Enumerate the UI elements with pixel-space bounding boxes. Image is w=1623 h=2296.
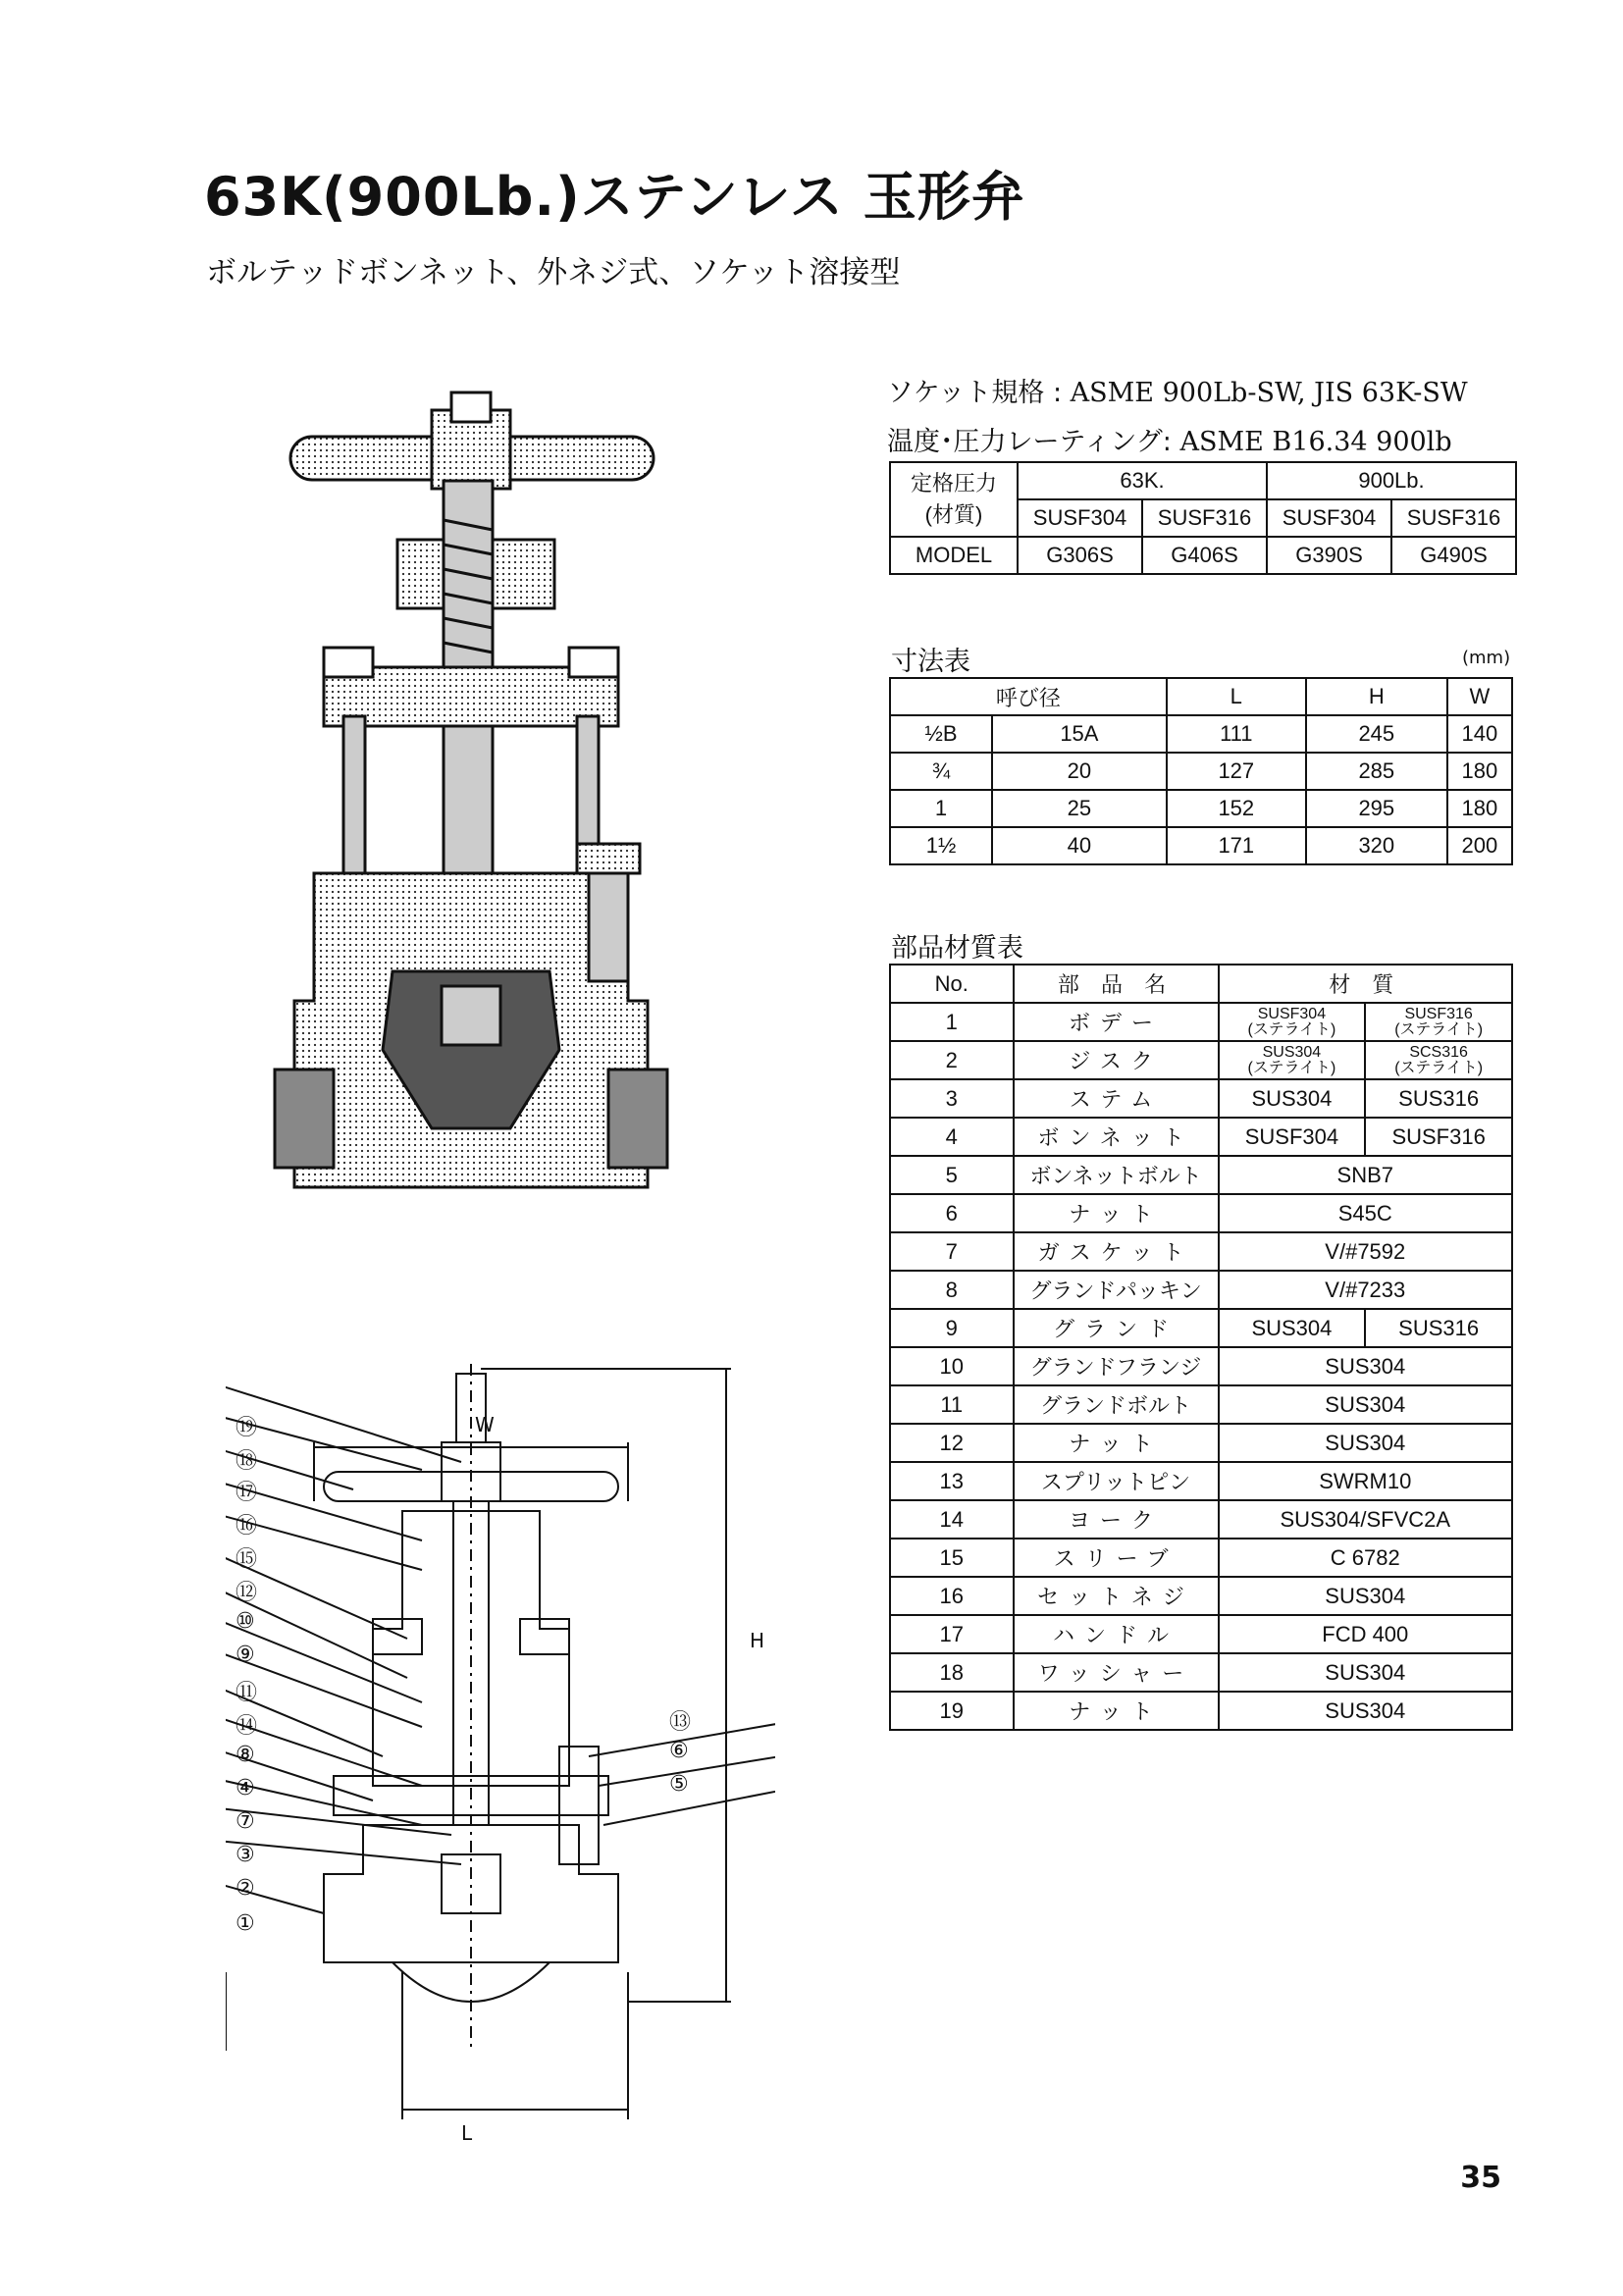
- rating-header-1: 定格圧力: [910, 471, 997, 496]
- part-material: SUS304/SFVC2A: [1219, 1500, 1512, 1539]
- part-name: ボデー: [1014, 1003, 1219, 1041]
- callout-label: ⑥: [669, 1739, 689, 1763]
- part-name: ボンネット: [1014, 1118, 1219, 1156]
- page-number: 35: [1460, 2161, 1501, 2195]
- socket-spec-label: ソケット規格 :: [887, 378, 1063, 408]
- parts-row: [890, 1041, 1512, 1079]
- part-number: 18: [890, 1653, 1014, 1692]
- dims-cell: 171: [1167, 827, 1306, 864]
- model-cell: G406S: [1142, 537, 1267, 574]
- part-number: 6: [890, 1194, 1014, 1232]
- part-material-note: (ステライト): [1247, 1059, 1336, 1076]
- group-900lb: 900Lb.: [1267, 462, 1516, 499]
- dims-table: [889, 677, 1513, 865]
- part-material: [1219, 1003, 1366, 1041]
- part-material: SUS316: [1365, 1079, 1512, 1118]
- callout-label: ⑰: [236, 1481, 258, 1505]
- callout-label: ⑭: [236, 1714, 258, 1739]
- material-cell: SUSF304: [1018, 499, 1142, 537]
- dims-cell: 127: [1167, 753, 1306, 790]
- part-name: ガスケット: [1014, 1232, 1219, 1271]
- parts-row: [890, 1079, 1512, 1118]
- callout-label: ⑪: [236, 1681, 258, 1705]
- part-number: 14: [890, 1500, 1014, 1539]
- part-name: グランドパッキン: [1014, 1271, 1219, 1309]
- dims-cell: 200: [1447, 827, 1512, 864]
- group-63k: 63K.: [1018, 462, 1267, 499]
- dims-cell: 20: [992, 753, 1167, 790]
- parts-row: [890, 1271, 1512, 1309]
- parts-row: [890, 1232, 1512, 1271]
- parts-row: [890, 1653, 1512, 1692]
- part-name: ナット: [1014, 1692, 1219, 1730]
- valve-section-illustration: [265, 383, 677, 1266]
- part-material: SUS304: [1219, 1079, 1366, 1118]
- dims-cell: 1: [890, 790, 992, 827]
- parts-row: [890, 1156, 1512, 1194]
- callout-label: ②: [236, 1876, 255, 1901]
- model-cell: G490S: [1391, 537, 1516, 574]
- part-name: ヨーク: [1014, 1500, 1219, 1539]
- dims-cell: ½B: [890, 715, 992, 753]
- parts-row: [890, 1347, 1512, 1385]
- rating-spec: [887, 420, 1452, 458]
- model-cell: G306S: [1018, 537, 1142, 574]
- parts-row: [890, 1577, 1512, 1615]
- valve-outline-drawing: [226, 1364, 775, 2149]
- part-name: ジスク: [1014, 1041, 1219, 1079]
- dims-header: H: [1306, 678, 1447, 715]
- part-number: 11: [890, 1385, 1014, 1424]
- parts-row: [890, 1462, 1512, 1500]
- rating-header: [890, 462, 1018, 537]
- dims-cell: 111: [1167, 715, 1306, 753]
- part-material: SUS304: [1219, 1424, 1512, 1462]
- callout-label: ①: [236, 1911, 255, 1936]
- part-material-main: SUSF316: [1404, 1005, 1473, 1022]
- part-number: 17: [890, 1615, 1014, 1653]
- parts-row: [890, 1539, 1512, 1577]
- part-material-main: SUSF304: [1257, 1005, 1327, 1022]
- part-name: ボンネットボルト: [1014, 1156, 1219, 1194]
- part-number: 13: [890, 1462, 1014, 1500]
- part-number: 7: [890, 1232, 1014, 1271]
- part-material: SUS304: [1219, 1577, 1512, 1615]
- part-material-note: (ステライト): [1394, 1059, 1484, 1076]
- dims-header: W: [1447, 678, 1512, 715]
- model-label: MODEL: [890, 537, 1018, 574]
- callout-label: ⑮: [236, 1547, 258, 1572]
- callout-label: ⑤: [669, 1772, 689, 1797]
- dimension-label: L: [461, 2121, 473, 2145]
- page-title: 63K(900Lb.)ステンレス 玉形弁: [204, 166, 1025, 228]
- dims-unit: (mm): [1462, 648, 1511, 668]
- dims-cell: ¾: [890, 753, 992, 790]
- parts-row: [890, 1385, 1512, 1424]
- part-name: ナット: [1014, 1424, 1219, 1462]
- callout-label: ⑦: [236, 1809, 255, 1834]
- rating-table: [889, 461, 1517, 575]
- dimension-label: W: [475, 1413, 495, 1436]
- part-name: ステム: [1014, 1079, 1219, 1118]
- parts-header: 部 品 名: [1014, 965, 1219, 1003]
- parts-row: [890, 1615, 1512, 1653]
- part-material: SUSF304: [1219, 1118, 1366, 1156]
- dims-header: L: [1167, 678, 1306, 715]
- part-material: SWRM10: [1219, 1462, 1512, 1500]
- part-material: SUSF316: [1365, 1118, 1512, 1156]
- parts-row: [890, 1118, 1512, 1156]
- material-cell: SUSF316: [1391, 499, 1516, 537]
- dims-cell: 180: [1447, 790, 1512, 827]
- part-material-main: SCS316: [1409, 1043, 1468, 1061]
- parts-title: 部品材質表: [891, 933, 1023, 964]
- dims-cell: 245: [1306, 715, 1447, 753]
- part-name: スプリットピン: [1014, 1462, 1219, 1500]
- part-material: [1219, 1041, 1366, 1079]
- dims-header: 呼び径: [890, 678, 1167, 715]
- callout-label: ⑲: [236, 1416, 258, 1440]
- callout-label: ⑯: [236, 1514, 258, 1539]
- part-number: 16: [890, 1577, 1014, 1615]
- dimension-label: H: [750, 1629, 765, 1652]
- part-material: S45C: [1219, 1194, 1512, 1232]
- rating-header-2: (材質): [924, 502, 983, 527]
- parts-row: [890, 1194, 1512, 1232]
- callout-label: ⑧: [236, 1743, 255, 1767]
- dims-title: 寸法表: [891, 647, 970, 677]
- part-material: V/#7592: [1219, 1232, 1512, 1271]
- part-material: FCD 400: [1219, 1615, 1512, 1653]
- material-cell: SUSF304: [1267, 499, 1391, 537]
- callout-label: ⑩: [236, 1609, 255, 1634]
- part-number: 10: [890, 1347, 1014, 1385]
- dims-cell: 25: [992, 790, 1167, 827]
- part-number: 9: [890, 1309, 1014, 1347]
- part-number: 12: [890, 1424, 1014, 1462]
- part-material: SUS304: [1219, 1309, 1366, 1347]
- rating-spec-label: 温度･圧力レーティング:: [887, 427, 1172, 457]
- dims-cell: 180: [1447, 753, 1512, 790]
- part-material: C 6782: [1219, 1539, 1512, 1577]
- dims-cell: 15A: [992, 715, 1167, 753]
- part-number: 15: [890, 1539, 1014, 1577]
- rating-spec-value: ASME B16.34 900lb: [1179, 427, 1452, 457]
- part-material-note: (ステライト): [1394, 1020, 1484, 1038]
- parts-table: [889, 964, 1513, 1731]
- material-cell: SUSF316: [1142, 499, 1267, 537]
- callout-label: ⑫: [236, 1581, 258, 1605]
- parts-row: [890, 1500, 1512, 1539]
- page-subtitle: ボルテッドボンネット、外ネジ式、ソケット溶接型: [206, 255, 901, 290]
- parts-row: [890, 1309, 1512, 1347]
- dims-cell: 40: [992, 827, 1167, 864]
- callout-label: ⑨: [236, 1643, 255, 1667]
- part-material: SUS304: [1219, 1347, 1512, 1385]
- part-material: V/#7233: [1219, 1271, 1512, 1309]
- callout-label: ③: [236, 1843, 255, 1867]
- part-material: SUS304: [1219, 1385, 1512, 1424]
- callout-label: ⑬: [669, 1710, 692, 1735]
- part-number: 19: [890, 1692, 1014, 1730]
- part-number: 1: [890, 1003, 1014, 1041]
- part-number: 2: [890, 1041, 1014, 1079]
- parts-row: [890, 1424, 1512, 1462]
- part-name: セットネジ: [1014, 1577, 1219, 1615]
- part-number: 4: [890, 1118, 1014, 1156]
- part-number: 3: [890, 1079, 1014, 1118]
- part-material-note: (ステライト): [1247, 1020, 1336, 1038]
- model-cell: G390S: [1267, 537, 1391, 574]
- part-number: 5: [890, 1156, 1014, 1194]
- dims-cell: 152: [1167, 790, 1306, 827]
- parts-header: No.: [890, 965, 1014, 1003]
- parts-row: [890, 1003, 1512, 1041]
- socket-spec-value: ASME 900Lb-SW, JIS 63K-SW: [1070, 378, 1468, 408]
- part-material: [1365, 1003, 1512, 1041]
- part-material: SUS304: [1219, 1653, 1512, 1692]
- dims-cell: 285: [1306, 753, 1447, 790]
- part-material: SUS316: [1365, 1309, 1512, 1347]
- part-material-main: SUS304: [1262, 1043, 1322, 1061]
- part-number: 8: [890, 1271, 1014, 1309]
- part-name: グランド: [1014, 1309, 1219, 1347]
- part-name: ワッシャー: [1014, 1653, 1219, 1692]
- part-name: ナット: [1014, 1194, 1219, 1232]
- dims-cell: 320: [1306, 827, 1447, 864]
- parts-header: 材 質: [1219, 965, 1512, 1003]
- part-name: ハンドル: [1014, 1615, 1219, 1653]
- dims-cell: 1½: [890, 827, 992, 864]
- dims-cell: 140: [1447, 715, 1512, 753]
- part-material: SNB7: [1219, 1156, 1512, 1194]
- part-name: グランドフランジ: [1014, 1347, 1219, 1385]
- part-material: SUS304: [1219, 1692, 1512, 1730]
- part-material: [1365, 1041, 1512, 1079]
- dims-cell: 295: [1306, 790, 1447, 827]
- callout-label: ⑱: [236, 1449, 258, 1474]
- parts-row: [890, 1692, 1512, 1730]
- part-name: グランドボルト: [1014, 1385, 1219, 1424]
- part-name: スリーブ: [1014, 1539, 1219, 1577]
- callout-label: ④: [236, 1776, 255, 1800]
- socket-spec: [887, 371, 1468, 409]
